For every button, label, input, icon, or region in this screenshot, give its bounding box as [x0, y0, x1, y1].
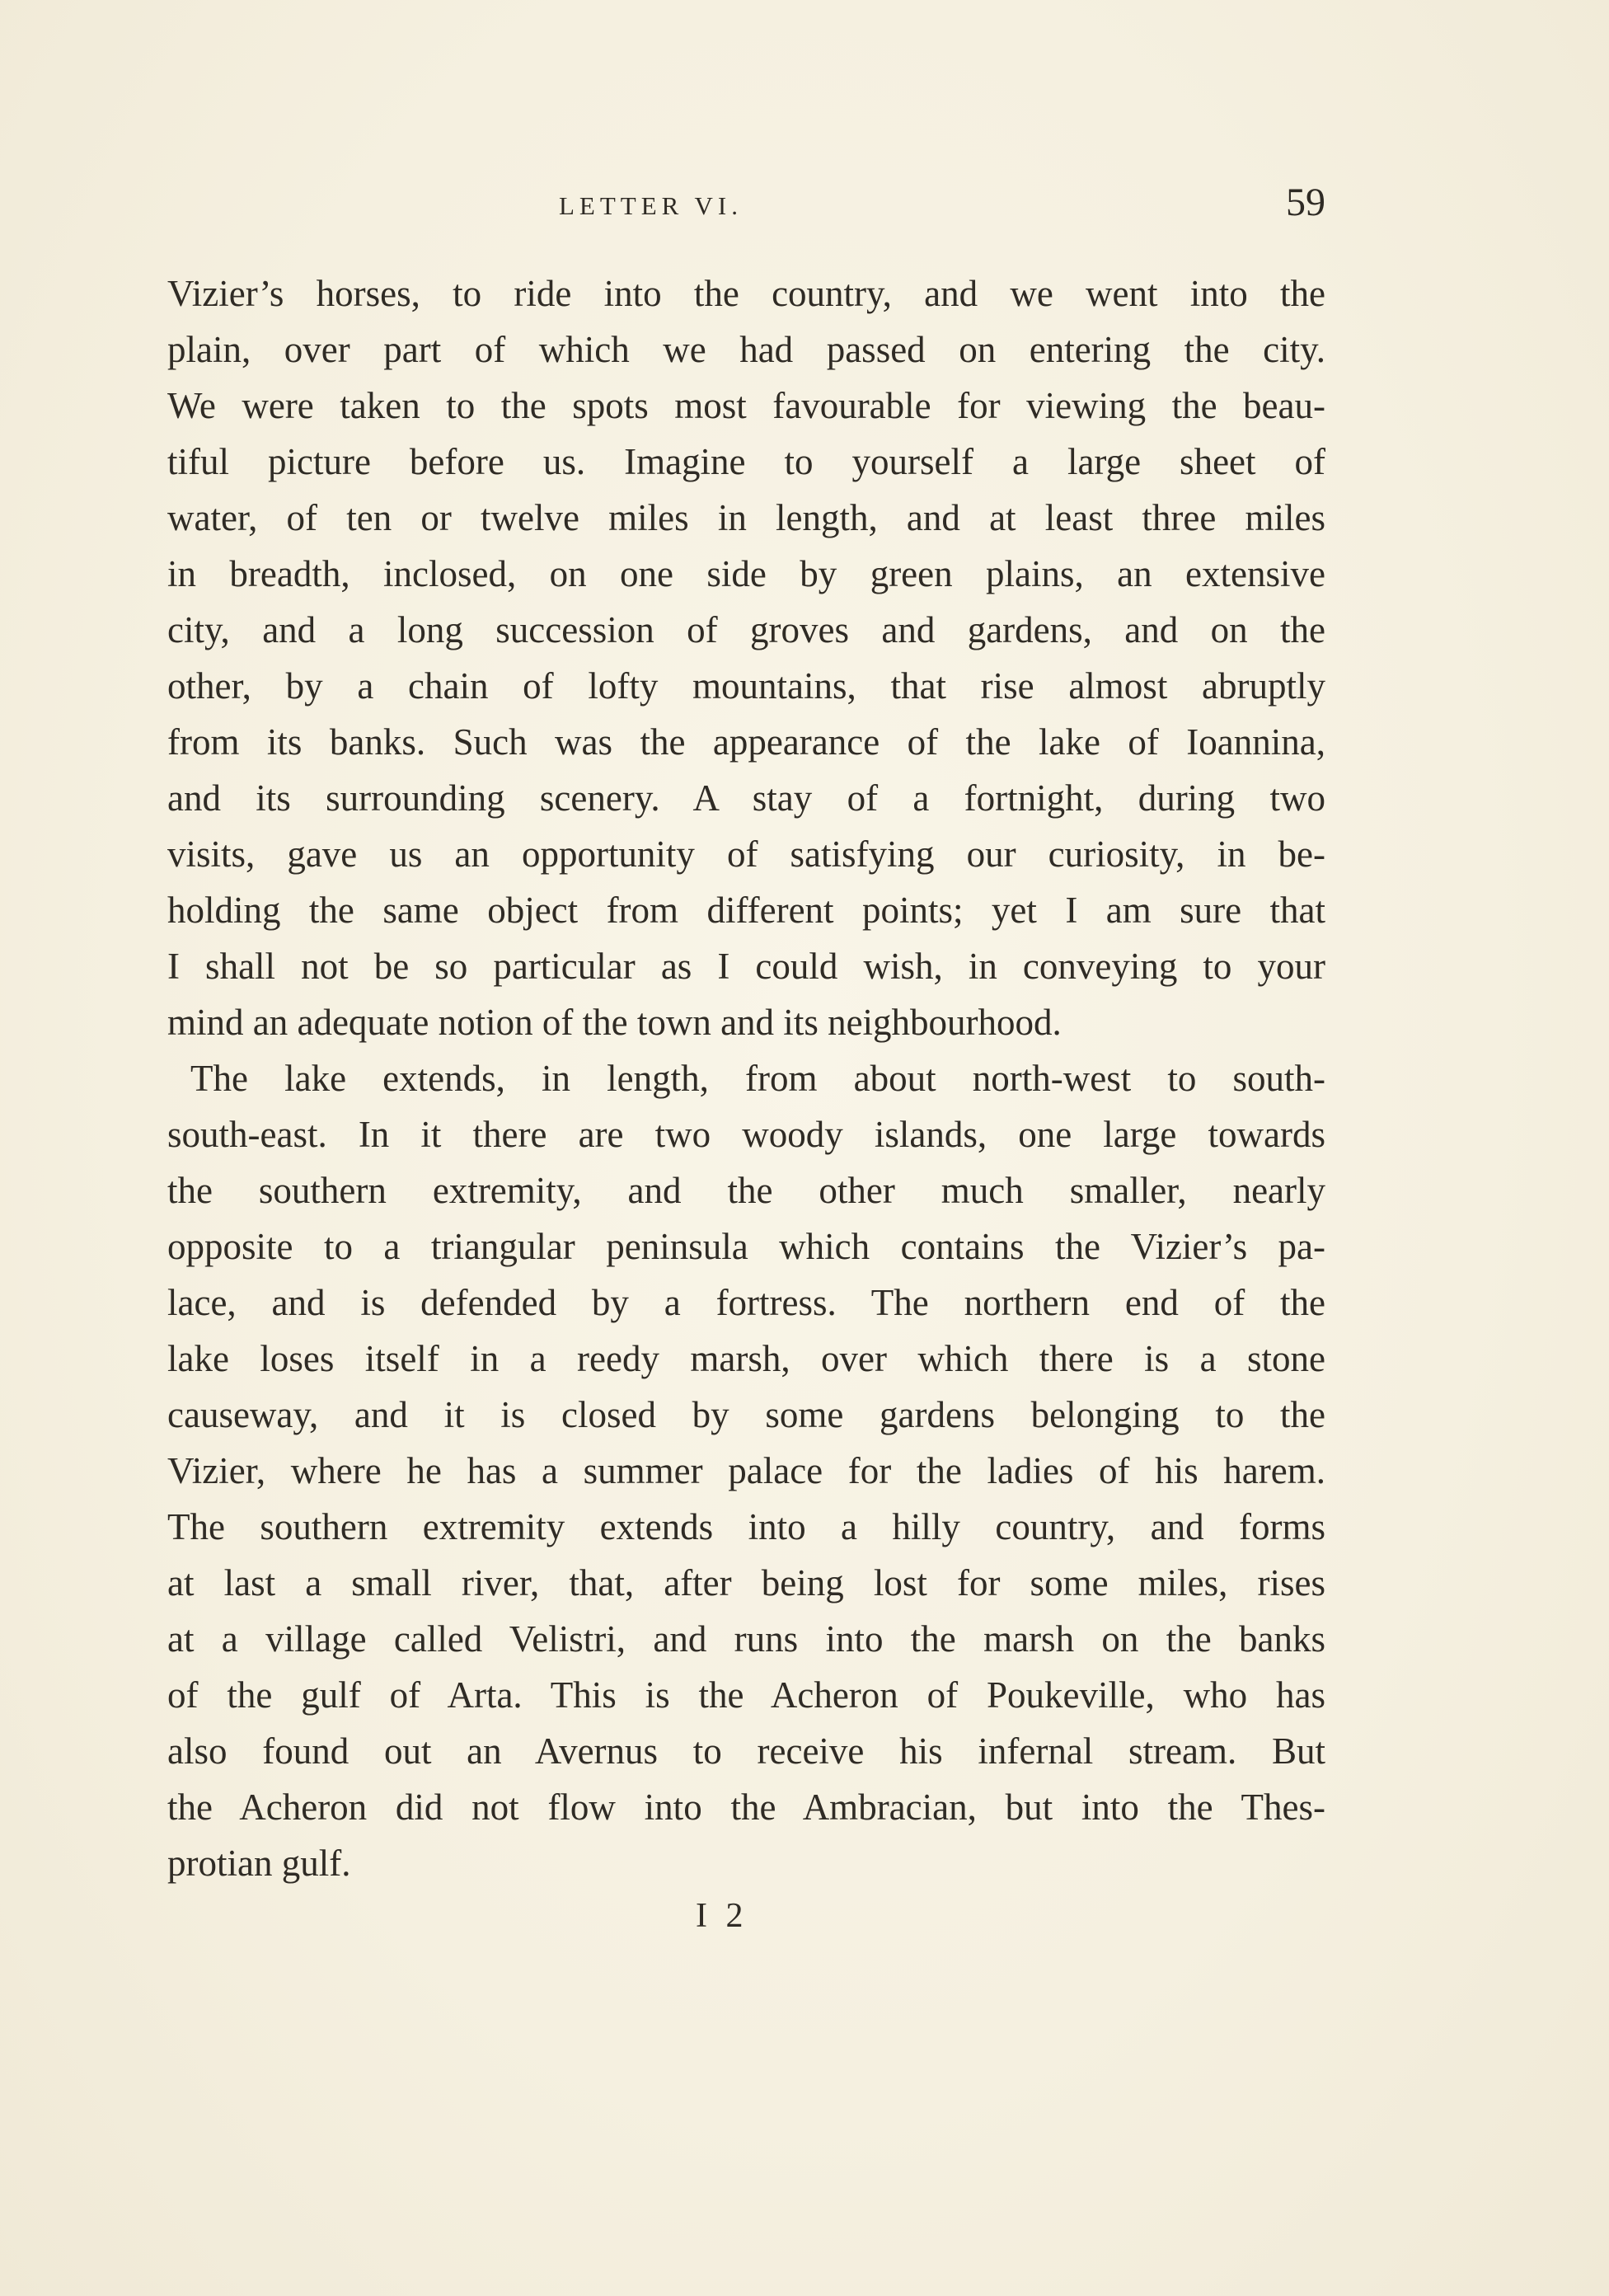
text-line: plain, over part of which we had passed on entering the city. [167, 329, 1325, 370]
text-line: The lake extends, in length, from about north-west to south- [190, 1058, 1325, 1099]
text-line: tiful picture before us. Imagine to yourself a large sheet of [167, 441, 1325, 482]
text-line: also found out an Avernus to receive his infernal stream. But [167, 1730, 1325, 1772]
text-line: lace, and is defended by a fortress. The northern end of the [167, 1282, 1325, 1323]
text-line: city, and a long succession of groves and gardens, and on the [167, 609, 1325, 650]
text-line: the southern extremity, and the other much smaller, nearly [167, 1170, 1325, 1211]
text-line: at a village called Velistri, and runs into the marsh on the banks [167, 1618, 1325, 1660]
running-title: LETTER VI. [559, 191, 744, 220]
text-line: I shall not be so particular as I could wish, in conveying to your [167, 946, 1325, 987]
text-line: causeway, and it is closed by some gardens belonging to the [167, 1394, 1325, 1435]
body-text [167, 265, 1325, 1891]
text-line: The southern extremity extends into a hilly country, and forms [167, 1506, 1325, 1547]
text-line: other, by a chain of lofty mountains, that rise almost abruptly [167, 665, 1325, 707]
text-line: visits, gave us an opportunity of satisfying our curiosity, in be- [167, 833, 1325, 875]
page-number: 59 [1286, 181, 1325, 224]
text-line: at last a small river, that, after being lost for some miles, rises [167, 1562, 1325, 1603]
text-line: opposite to a triangular peninsula which contains the Vizier’s pa- [167, 1226, 1325, 1267]
signature-mark: I 2 [696, 1897, 748, 1935]
text-line: south-east. In it there are two woody islands, one large towards [167, 1114, 1325, 1155]
text-line: of the gulf of Arta. This is the Acheron of Poukeville, who has [167, 1674, 1325, 1716]
page-header [188, 180, 1325, 237]
text-line: holding the same object from different points; yet I am sure that [167, 890, 1325, 931]
text-line: mind an adequate notion of the town and its neighbourhood. [167, 1002, 1062, 1043]
text-line: from its banks. Such was the appearance of the lake of Ioannina, [167, 721, 1325, 763]
text-line: water, of ten or twelve miles in length, and at least three miles [167, 497, 1325, 538]
text-line: Vizier, where he has a summer palace for the ladies of his harem. [167, 1450, 1325, 1491]
text-line: protian gulf. [167, 1843, 351, 1884]
text-line: the Acheron did not flow into the Ambracian, but into the Thes- [167, 1787, 1325, 1828]
text-line: Vizier’s horses, to ride into the country, and we went into the [167, 273, 1325, 314]
text-line: in breadth, inclosed, on one side by green plains, an extensive [167, 553, 1325, 594]
text-line: and its surrounding scenery. A stay of a fortnight, during two [167, 777, 1325, 819]
text-line: We were taken to the spots most favourable for viewing the beau- [167, 385, 1325, 426]
text-line: lake loses itself in a reedy marsh, over which there is a stone [167, 1338, 1325, 1379]
